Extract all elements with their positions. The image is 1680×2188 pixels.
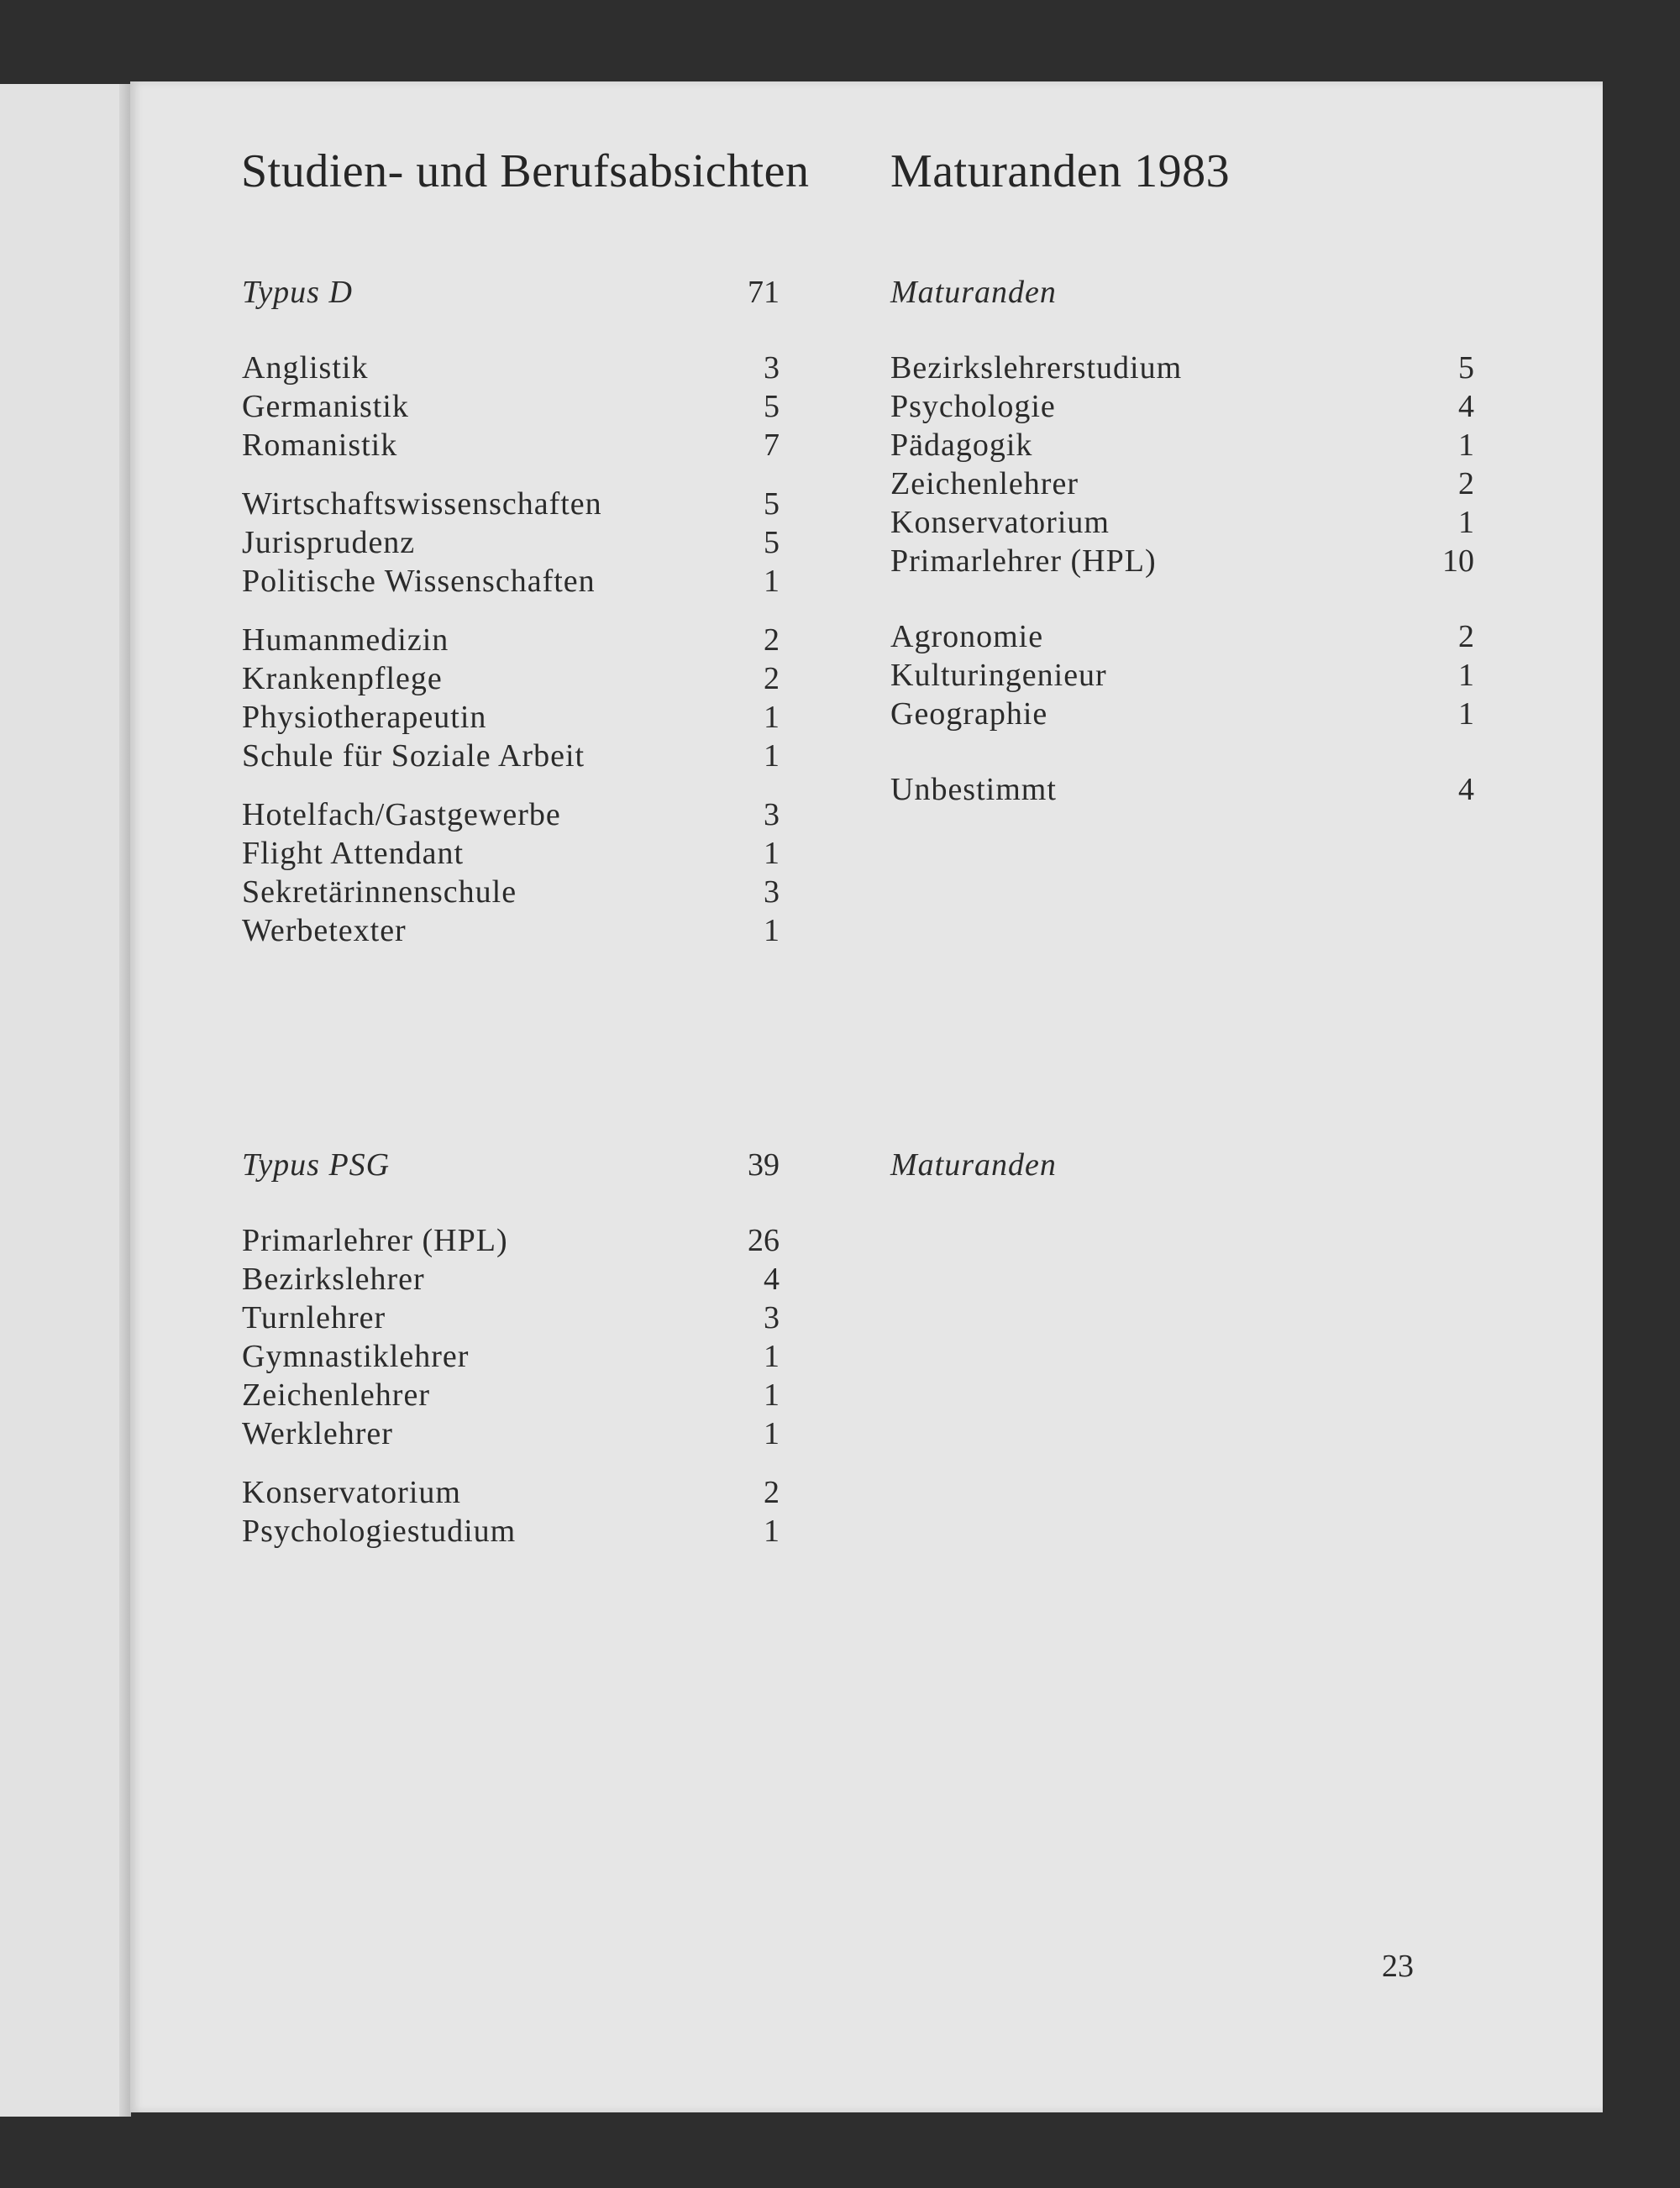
list-item <box>890 542 1474 580</box>
typus-psg-count: 39 <box>748 1147 780 1183</box>
item-count: 2 <box>764 1475 780 1510</box>
item-label: Kulturingenieur <box>890 658 1107 693</box>
list-item <box>242 1299 780 1337</box>
list-item <box>242 1337 780 1376</box>
item-count: 1 <box>764 738 780 774</box>
item-label: Bezirkslehrerstudium <box>890 350 1183 386</box>
list-item <box>242 349 780 387</box>
typus-d-list <box>242 349 780 950</box>
typus-d-label: Typus D <box>242 275 353 310</box>
item-label: Wirtschaftswissenschaften <box>242 486 602 522</box>
list-item <box>890 387 1474 426</box>
list-item <box>242 834 780 873</box>
maturanden-d-section <box>890 273 1474 809</box>
item-label: Physiotherapeutin <box>242 700 487 735</box>
maturanden-psg-label: Maturanden <box>890 1147 1057 1183</box>
item-count: 1 <box>764 700 780 735</box>
item-count: 3 <box>764 797 780 832</box>
item-count: 1 <box>1458 658 1474 693</box>
typus-d-header <box>242 273 780 312</box>
typus-d-count: 71 <box>748 275 780 310</box>
item-count: 4 <box>764 1262 780 1297</box>
facing-page-edge <box>0 84 130 2117</box>
item-count: 5 <box>1458 350 1474 386</box>
typus-psg-label: Typus PSG <box>242 1147 391 1183</box>
item-count: 1 <box>764 1377 780 1413</box>
list-item <box>890 349 1474 387</box>
maturanden-psg-header <box>890 1146 1474 1184</box>
typus-psg-list <box>242 1221 780 1550</box>
list-item <box>242 1512 780 1550</box>
item-count: 1 <box>764 1416 780 1451</box>
item-label: Zeichenlehrer <box>242 1377 430 1413</box>
list-item <box>890 617 1474 656</box>
item-label: Krankenpflege <box>242 661 443 696</box>
item-label: Konservatorium <box>242 1475 461 1510</box>
item-label: Bezirkslehrer <box>242 1262 425 1297</box>
maturanden-d-label: Maturanden <box>890 275 1057 310</box>
maturanden-psg-section <box>890 1146 1474 1184</box>
title-left: Studien- und Berufsabsichten <box>241 145 810 197</box>
item-label: Agronomie <box>890 619 1044 654</box>
list-item <box>242 1473 780 1512</box>
item-label: Primarlehrer (HPL) <box>890 543 1157 579</box>
item-count: 26 <box>748 1223 780 1258</box>
item-count: 5 <box>764 525 780 560</box>
item-label: Hotelfach/Gastgewerbe <box>242 797 561 832</box>
list-item <box>242 426 780 464</box>
list-item <box>890 695 1474 733</box>
item-count: 3 <box>764 874 780 910</box>
item-label: Jurisprudenz <box>242 525 416 560</box>
item-count: 1 <box>764 1339 780 1374</box>
maturanden-d-list <box>890 349 1474 809</box>
item-label: Turnlehrer <box>242 1300 386 1335</box>
item-count: 1 <box>764 1514 780 1549</box>
item-label: Sekretärinnenschule <box>242 874 517 910</box>
item-count: 4 <box>1458 772 1474 807</box>
typus-d-section <box>242 273 780 950</box>
item-label: Psychologiestudium <box>242 1514 517 1549</box>
item-label: Werbetexter <box>242 913 407 948</box>
typus-psg-header <box>242 1146 780 1184</box>
item-label: Humanmedizin <box>242 622 449 658</box>
item-label: Konservatorium <box>890 505 1110 540</box>
item-count: 3 <box>764 1300 780 1335</box>
list-item <box>242 659 780 698</box>
item-label: Romanistik <box>242 428 398 463</box>
item-label: Werklehrer <box>242 1416 393 1451</box>
list-item <box>242 1376 780 1414</box>
item-count: 1 <box>764 836 780 871</box>
list-item <box>242 387 780 426</box>
page-gutter <box>119 84 131 2117</box>
list-item <box>890 503 1474 542</box>
title-right: Maturanden 1983 <box>890 145 1231 197</box>
item-label: Flight Attendant <box>242 836 465 871</box>
item-count: 10 <box>1442 543 1474 579</box>
item-count: 7 <box>764 428 780 463</box>
list-item <box>242 1221 780 1260</box>
page-number: 23 <box>1382 1949 1414 1984</box>
typus-psg-section <box>242 1146 780 1550</box>
list-item <box>242 523 780 562</box>
document-page <box>130 81 1603 2112</box>
item-count: 1 <box>1458 428 1474 463</box>
item-count: 2 <box>1458 619 1474 654</box>
item-count: 2 <box>1458 466 1474 501</box>
list-item <box>242 485 780 523</box>
item-label: Zeichenlehrer <box>890 466 1079 501</box>
item-label: Pädagogik <box>890 428 1033 463</box>
item-count: 4 <box>1458 389 1474 424</box>
list-item <box>890 770 1474 809</box>
item-count: 5 <box>764 389 780 424</box>
list-item <box>242 873 780 911</box>
list-item <box>242 1414 780 1453</box>
list-item <box>890 656 1474 695</box>
item-label: Anglistik <box>242 350 369 386</box>
item-count: 2 <box>764 661 780 696</box>
item-label: Schule für Soziale Arbeit <box>242 738 585 774</box>
item-label: Unbestimmt <box>890 772 1057 807</box>
item-count: 1 <box>1458 505 1474 540</box>
item-count: 1 <box>764 564 780 599</box>
list-item <box>242 1260 780 1299</box>
item-count: 5 <box>764 486 780 522</box>
list-item <box>242 698 780 737</box>
item-count: 3 <box>764 350 780 386</box>
list-item <box>242 737 780 775</box>
list-item <box>890 426 1474 464</box>
list-item <box>242 911 780 950</box>
item-label: Gymnastiklehrer <box>242 1339 470 1374</box>
item-count: 2 <box>764 622 780 658</box>
list-item <box>242 795 780 834</box>
maturanden-d-header <box>890 273 1474 312</box>
item-label: Geographie <box>890 696 1048 732</box>
item-count: 1 <box>764 913 780 948</box>
item-label: Primarlehrer (HPL) <box>242 1223 508 1258</box>
item-label: Psychologie <box>890 389 1056 424</box>
item-label: Politische Wissenschaften <box>242 564 596 599</box>
item-count: 1 <box>1458 696 1474 732</box>
list-item <box>242 621 780 659</box>
list-item <box>890 464 1474 503</box>
item-label: Germanistik <box>242 389 409 424</box>
list-item <box>242 562 780 601</box>
